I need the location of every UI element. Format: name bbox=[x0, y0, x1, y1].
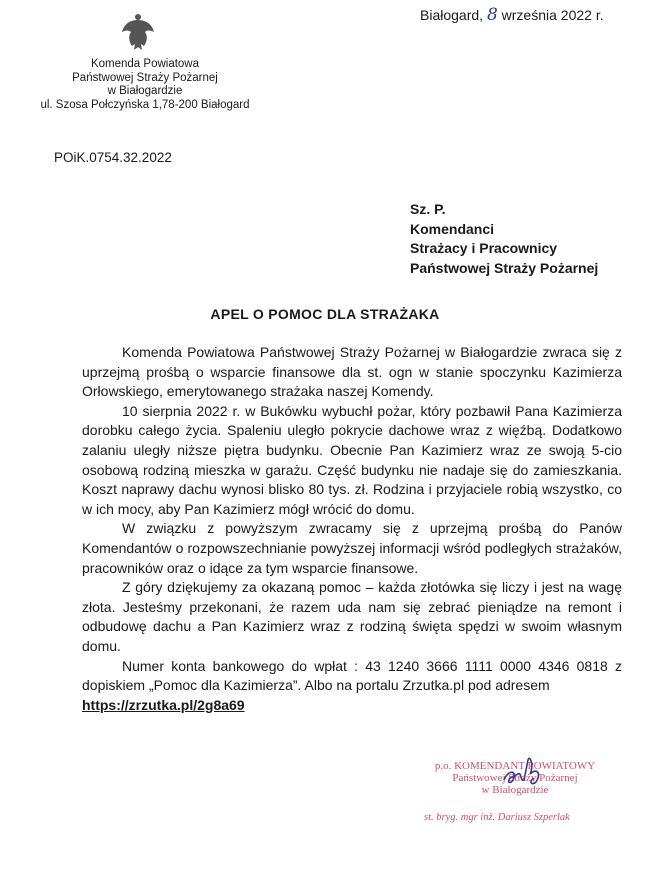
org-line: Komenda Powiatowa bbox=[90, 58, 200, 70]
letter-title: APEL O POMOC DLA STRAŻAKA bbox=[210, 306, 440, 322]
polish-eagle-emblem bbox=[120, 12, 156, 54]
paragraph: Z góry dziękujemy za okazaną pomoc – każda złotówka się liczy i jest na wagę złota. Jesteśmy przekonani, że razem uda nam się zebrać pieniądze na remont i odbudowę dachu a Pan Kazimierz wraz z rodziną święta spędzi w swoim własnym domu. bbox=[82, 579, 622, 654]
reference-number: POiK.0754.32.2022 bbox=[54, 150, 172, 165]
signer-name: st. bryg. mgr inż. Dariusz Szperlak bbox=[424, 812, 570, 823]
stamp-line: Państwowej Straży Pożarnej bbox=[452, 772, 578, 784]
addressee-block bbox=[410, 200, 598, 278]
date-day-handwritten: 8 bbox=[486, 5, 498, 25]
paragraph: 10 sierpnia 2022 r. w Bukówku wybuchł pożar, który pozbawił Pana Kazimierza dorobku całego życia. Spaleniu uległo pokrycie dachowe wraz z więźbą. Dodatkowo zalaniu uległy niższe piętra budynku. Obecnie Pan Kazimierz wraz ze swoją 5-cio osobową rodziną mieszka w garażu. Część budynku nie nadaje się do zamieszkania. Koszt naprawy dachu wynosi blisko 80 tys. zł. Rodzina i przyjaciele robią wszystko, co w ich mocy, aby Pan Kazimierz mógł wrócić do domu. bbox=[82, 402, 622, 517]
organization-header bbox=[30, 58, 260, 112]
date-place: Białogard, bbox=[420, 7, 484, 23]
stamp-line: p.o. KOMENDANT POWIATOWY bbox=[434, 760, 596, 772]
paragraph: W związku z powyższym zwracamy się z uprzejmą prośbą do Panów Komendantów o rozpowszechnianie powyższej informacji wśród podległych strażaków, pracowników oraz o idące za tym wsparcie finansowe. bbox=[82, 520, 622, 576]
addressee-line: Strażacy i Pracownicy bbox=[410, 240, 558, 256]
paragraph: Numer konta bankowego do wpłat : 43 1240 3666 1111 0000 4346 0818 z dopiskiem „Pomoc dla Kazimierza”. Albo na portalu Zrzutka.pl pod adresem bbox=[82, 657, 622, 694]
addressee-line: Komendanci bbox=[410, 220, 495, 237]
letter-body bbox=[82, 343, 622, 715]
date-month-year: września 2022 r. bbox=[501, 7, 604, 23]
org-line: ul. Szosa Połczyńska 1,78-200 Białogard bbox=[40, 98, 250, 111]
org-line: w Białogardzie bbox=[107, 85, 183, 97]
org-line: Państwowej Straży Pożarnej bbox=[72, 71, 218, 84]
paragraph: Komenda Powiatowa Państwowej Straży Pożarnej w Białogardzie zwraca się z uprzejmą prośbą o wsparcie finansowe dla st. ogn w stanie spoczynku Kazimierza Orłowskiego, emerytowanego strażaka naszej Komendy. bbox=[82, 344, 622, 400]
handwritten-signature bbox=[500, 752, 550, 797]
addressee-line: Sz. P. bbox=[410, 201, 446, 217]
addressee-line: Państwowej Straży Pożarnej bbox=[410, 259, 599, 276]
letter-date bbox=[420, 5, 604, 25]
fundraiser-link[interactable]: https://zrzutka.pl/2g8a69 bbox=[82, 696, 245, 713]
stamp-line: w Białogardzie bbox=[481, 784, 549, 796]
